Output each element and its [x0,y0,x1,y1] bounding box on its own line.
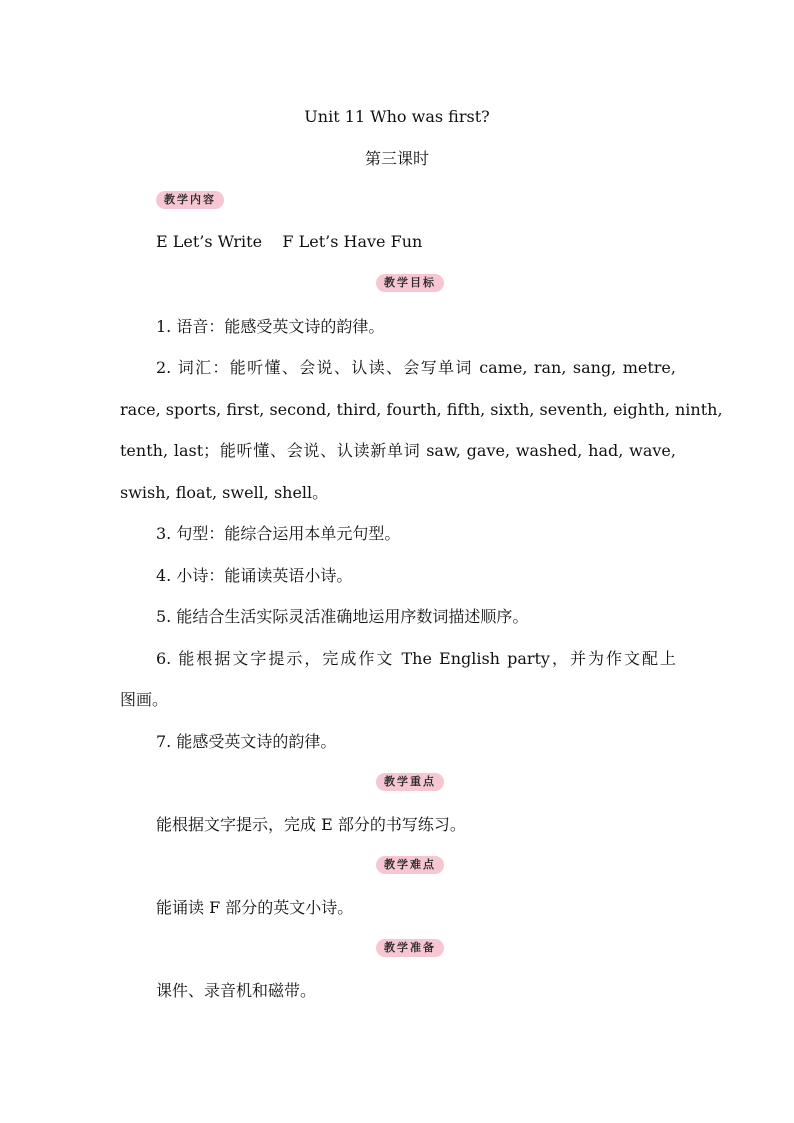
goal-line-11: 7. 能感受英文诗的韵律。 [156,732,337,751]
key-points-text: 能根据文字提示，完成 E 部分的书写练习。 [156,815,466,834]
preparation-badge: 教学准备 [376,939,444,957]
preparation-text: 课件、录音机和磁带。 [156,981,317,1000]
goal-line-5: swish, float, swell, shell。 [120,483,329,502]
goal-line-4: tenth, last；能听懂、会说、认读新单词 saw, gave, washed, had, wave, [120,441,676,460]
goal-line-10: 图画。 [120,690,169,709]
goal-line-1: 1. 语音：能感受英文诗的韵律。 [156,317,385,336]
content-badge: 教学内容 [156,191,224,209]
goal-line-8: 5. 能结合生活实际灵活准确地运用序数词描述顺序。 [156,607,529,626]
difficulty-badge: 教学难点 [376,856,444,874]
goal-line-9: 6. 能根据文字提示，完成作文 The English party，并为作文配上 [156,649,676,668]
key-points-badge: 教学重点 [376,773,444,791]
goals-badge: 教学目标 [376,274,444,292]
difficulty-text: 能诵读 F 部分的英文小诗。 [156,898,354,917]
page-title: Unit 11 Who was first? [304,107,490,126]
goal-line-7: 4. 小诗：能诵读英语小诗。 [156,566,353,585]
goal-line-6: 3. 句型：能综合运用本单元句型。 [156,524,401,543]
goal-line-2: 2. 词汇：能听懂、会说、认读、会写单词 came, ran, sang, metre, [156,358,676,377]
content-text: E Let’s Write F Let’s Have Fun [156,232,423,251]
goal-line-3: race, sports, first, second, third, fourth, fifth, sixth, seventh, eighth, ninth, [120,400,723,419]
lesson-subtitle: 第三课时 [364,149,429,168]
